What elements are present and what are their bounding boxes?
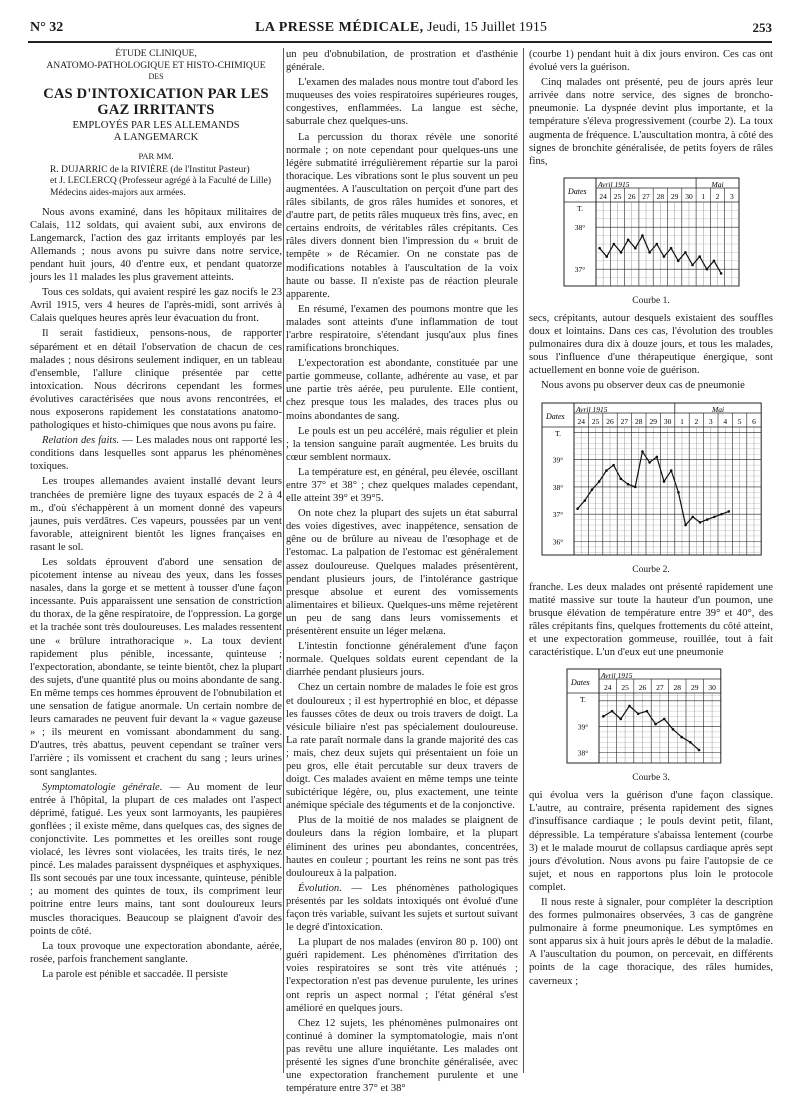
temperature-point bbox=[698, 255, 701, 258]
temperature-point bbox=[620, 477, 623, 480]
day-label: 24 bbox=[599, 191, 607, 201]
article-subtitle: EMPLOYÉS PAR LES ALLEMANDS bbox=[72, 119, 240, 131]
temperature-point bbox=[706, 518, 709, 521]
paragraph: La percussion du thorax révèle une sonorité normale ; on note cependant pour quelques-uns une légère submatité irrégulièrement répartie sur la paroi thoracique. Les vibrations sont le plus souvent un peu augmentées. A l'auscultation on perçoit d'une part des râles sibilants, de gros râles humides et sonores, et d'autre part, de petits râles muqueux très fins, avec, en certains endroits, de véritables râles crépitants. Ces râles divers donnent bien l'impression du « bruit de tempête » de Récamier. On ne constate pas de modifications notables à l'auscultation de la voix haute ou basse. Il n'existe pas de réaction pleurale apparente. bbox=[286, 131, 518, 300]
figure-caption: Courbe 1. bbox=[632, 295, 670, 306]
temperature-label: T. bbox=[580, 695, 586, 705]
temperature-point bbox=[684, 251, 687, 254]
temperature-point bbox=[677, 259, 680, 262]
paragraph: Il nous reste à signaler, pour compléter la description des formes pulmonaires observées, 3 cas de gangrène pulmonaire à forme pneumonique. Les symptômes en sont apparus six à huit jours après le début de la maladie. A l'auscultation du poumon, on percevait, en différents points de la cage thoracique, des râles humides, caverneux ; bbox=[529, 897, 773, 987]
section-title: Symptomatologie générale. bbox=[42, 781, 163, 793]
day-label: 29 bbox=[670, 191, 679, 201]
paragraph: L'examen des malades nous montre tout d'abord les muqueuses des voies respiratoires supérieures rouges, congestives, enflammées. La langue est sèche, saburrale chez quelques-uns. bbox=[286, 77, 518, 128]
temperature-label: 39° bbox=[552, 455, 564, 465]
temperature-point bbox=[670, 469, 673, 472]
month-label: Avril 1915 bbox=[576, 404, 608, 414]
paragraph bbox=[30, 434, 282, 473]
temperature-label: 37° bbox=[552, 509, 564, 519]
day-label: 4 bbox=[723, 416, 728, 426]
author-line: Médecins aides-majors aux armées. bbox=[50, 187, 186, 198]
chart-svg bbox=[565, 665, 737, 769]
temperature-point bbox=[691, 264, 694, 267]
paragraph: La température est, en général, peu élevée, oscillant entre 37° et 38° ; chez quelques malades cependant, elle atteint 39° et 39°5. bbox=[286, 466, 518, 505]
paragraph: La toux provoque une expectoration abondante, aérée, rosée, parfois franchement sanglante. bbox=[30, 940, 282, 965]
temperature-point bbox=[663, 718, 666, 721]
month-label: Avril 1915 bbox=[601, 671, 633, 681]
issue-number: N° 32 bbox=[30, 20, 64, 35]
day-label: 27 bbox=[620, 416, 629, 426]
temperature-point bbox=[620, 251, 623, 254]
temperature-point bbox=[605, 469, 608, 472]
temperature-point bbox=[619, 718, 622, 721]
temperature-point bbox=[654, 723, 657, 726]
temperature-point bbox=[627, 482, 630, 485]
temperature-label: 38° bbox=[574, 223, 586, 233]
temperature-point bbox=[602, 715, 605, 718]
temperature-point bbox=[713, 259, 716, 262]
temperature-point bbox=[672, 728, 675, 731]
day-label: 30 bbox=[663, 416, 672, 426]
temperature-point bbox=[628, 705, 631, 708]
paragraph: La plupart de nos malades (environ 80 p. 100) ont guéri rapidement. Les phénomènes d'irritation des voies respiratoires se sont très vite atténués ; l'expectoration n'est pas devenue purulente, les urines ont repris un aspect normal ; l'état général s'est amélioré en quelques jours. bbox=[286, 937, 518, 1014]
paragraph: qui évolua vers la guérison d'une façon classique. L'autre, au contraire, présenta rapidement des signes d'insuffisance cardiaque ; le pouls devint petit, filant, dépressible. La température s'abaissa lentement (courbe 3) et le malade mourut de collapsus cardiaque après sept jours d'évolution. Nous avons pu faire l'autopsie de ce sujet, et nous en rapportons plus loin le protocole complet. bbox=[529, 790, 773, 893]
paragraph bbox=[286, 882, 518, 934]
temperature-point bbox=[627, 238, 630, 241]
temperature-point bbox=[634, 247, 637, 250]
temperature-point bbox=[728, 510, 731, 513]
temperature-point bbox=[692, 515, 695, 518]
day-label: 24 bbox=[603, 683, 612, 693]
paragraph: Cinq malades ont présenté, peu de jours après leur arrivée dans notre service, des signes de broncho-pneumonie. La dyspnée devint plus importante, et la température s'éleva progressivement (courbe 2). La toux augmenta de fréquence. L'auscultation montra, à côté des signes de bronchite généralisée, de petits foyers de râles fins, bbox=[529, 77, 773, 167]
temperature-point bbox=[699, 521, 702, 524]
temperature-label: 38° bbox=[577, 748, 589, 758]
day-label: 25 bbox=[591, 416, 600, 426]
day-label: 25 bbox=[613, 191, 622, 201]
paragraph: L'intestin fonctionne généralement d'une façon normale. Quelques soldats eurent cependant de la diarrhée pendant plusieurs jours. bbox=[286, 641, 518, 679]
paragraph: On note chez la plupart des sujets un état saburral des voies digestives, avec inappétence, sensation de gêne ou de brûlure au niveau de l'œsophage et de l'estomac. La palpation de l'estomac est généralement assez douloureuse. Quelques malades présentèrent, pendant plusieurs jours, de l'intolérance gastrique presque absolue et eurent des vomissements alimentaires et bilieux. Quelques-uns même rejetèrent un peu de sang dans leurs vomissements et présentèrent ensuite un léger melæna. bbox=[286, 508, 518, 638]
temperature-point bbox=[613, 243, 616, 246]
day-label: 26 bbox=[628, 191, 636, 201]
kicker-line: ANATOMO-PATHOLOGIQUE ET HISTO-CHIMIQUE bbox=[46, 59, 266, 71]
paragraph: Les soldats éprouvent d'abord une sensation de picotement intense au niveau des yeux, dans les fosses nasales, dans la gorge et se mettent à tousser d'une façon incessante. Puis apparaissent une sensation de constriction du thorax, de la gêne respiratoire, de l'oppression. La gorge et la trachée sont très douloureuses. Les malades ressentent une « brûlure intrathoracique ». La toux devient rapidement plus pénible, incessante, quinteuse ; l'expectoration, abondante, se teinte bientôt, chez la plupart des sujets, d'une quantité plus ou moins abondante de sang. En même temps ces hommes éprouvent de l'obnubilation et une sensation de fatigue anormale. Un certain nombre de leurs camarades ne peuvent fuir devant la « vague gazeuse » ; ils meurent en vomissant abondamment du sang. D'autres, très abattus, peuvent cependant se traîner vers l'arrière ; ils vomissent et crachent du sang ; leurs urines sont sanglantes. bbox=[30, 557, 282, 778]
article-title: CAS D'INTOXICATION PAR LES GAZ IRRITANTS bbox=[43, 85, 269, 118]
temperature-point bbox=[605, 255, 608, 258]
temperature-point bbox=[646, 710, 649, 713]
temperature-point bbox=[656, 455, 659, 458]
section-title: Relation des faits. bbox=[42, 435, 120, 447]
paragraph: Tous ces soldats, qui avaient respiré les gaz nocifs le 23 Avril 1915, vers 4 heures de l'après-midi, sont arrivés à Calais quelques heures après leur évacuation du front. bbox=[30, 287, 282, 325]
page-number: 253 bbox=[752, 20, 772, 35]
temperature-point bbox=[591, 488, 594, 491]
paragraph: Nous avons pu observer deux cas de pneumonie bbox=[541, 380, 745, 392]
header-rule bbox=[28, 41, 772, 43]
day-label: 24 bbox=[577, 416, 585, 426]
temperature-point bbox=[677, 491, 680, 494]
temperature-point bbox=[612, 463, 615, 466]
day-label: 29 bbox=[690, 683, 699, 693]
temperature-point bbox=[641, 450, 644, 453]
paragraph: Le pouls est un peu accéléré, mais régulier et plein ; la tension sanguine paraît augmentée. Les bruits du cœur semblent normaux. bbox=[286, 425, 518, 463]
day-label: 3 bbox=[708, 416, 713, 426]
dates-label: Dates bbox=[571, 678, 590, 688]
temperature-point bbox=[663, 480, 666, 483]
temperature-point bbox=[713, 515, 716, 518]
temperature-label: 38° bbox=[552, 482, 564, 492]
paragraph: Chez 12 sujets, les phénomènes pulmonaires ont continué à dominer la symptomatologie, mais n'ont pas revêtu une allure inquiétante. Les malades ont présenté les signes d'une bronchite généralisée, avec une expectoration franchement purulente et une température entre 37° et 38° bbox=[286, 1017, 518, 1095]
day-label: 1 bbox=[701, 191, 706, 201]
paragraph: Il serait fastidieux, pensons-nous, de rapporter séparément et en détail l'observation de chacun de ces malades ; nous désirons seulement indiquer, en un tableau d'ensemble, l'allure clinique présentée par cette intoxication. Nous décrirons cependant les formes évolutives caractérisées que nous avons rencontrées, et nous exposerons rapidement les constatations anatomo-pathologiques et histo-chimiques que nous avons pu faire. bbox=[30, 328, 282, 432]
temperature-point bbox=[655, 243, 658, 246]
article-subtitle: A LANGEMARCK bbox=[113, 132, 199, 144]
paragraph: un peu d'obnubilation, de prostration et d'asthénie générale. bbox=[286, 49, 518, 74]
temperature-point bbox=[670, 247, 673, 250]
paragraph bbox=[30, 781, 282, 938]
column-1 bbox=[30, 48, 282, 1073]
dates-label: Dates bbox=[568, 186, 587, 196]
temperature-point bbox=[698, 749, 701, 752]
journal-title bbox=[30, 20, 772, 36]
day-label: 30 bbox=[708, 683, 716, 693]
temperature-point bbox=[663, 255, 666, 258]
kicker-line: DES bbox=[148, 72, 164, 81]
day-label: 27 bbox=[642, 191, 650, 201]
chart-svg bbox=[540, 399, 762, 561]
paragraph: Chez un certain nombre de malades le foie est gros et douloureux ; il est hypertrophié en bloc, et dépasse les fausses côtes de deux ou trois travers de doigt. La vésicule biliaire n'est pas spécialement douloureuse. La rate paraît normale dans la grande majorité des cas ; mais, chez deux sujets qui présentaient un foie un peu gros, elle était percutable sur deux travers de doigt. Ces malades avaient en même temps une teinte subictérique légère, ou, plus exactement, une teinte anémique spéciale des téguments et de la conjonctive. bbox=[286, 682, 518, 812]
temperature-point bbox=[637, 713, 640, 716]
paragraph: En résumé, l'examen des poumons montre que les malades sont atteints d'une inflammation de tout l'arbre respiratoire, s'étendant jusqu'aux plus fines ramifications bronchiques. bbox=[286, 303, 518, 355]
author-line: R. DUJARRIC de la RIVIÈRE (de l'Institut Pasteur) bbox=[50, 164, 250, 175]
temperature-label: 37° bbox=[574, 265, 586, 275]
day-label: 2 bbox=[694, 416, 699, 426]
column-divider bbox=[523, 48, 524, 1073]
temperature-chart-3 bbox=[529, 665, 773, 785]
temperature-chart-1 bbox=[529, 174, 773, 308]
issue-date: Jeudi, 15 Juillet 1915 bbox=[423, 20, 547, 35]
column-2 bbox=[286, 48, 518, 1095]
day-label: 5 bbox=[737, 416, 742, 426]
temperature-label: 36° bbox=[552, 536, 564, 546]
temperature-point bbox=[720, 512, 723, 515]
temperature-point bbox=[611, 710, 614, 713]
day-label: 6 bbox=[752, 416, 756, 426]
temperature-point bbox=[720, 272, 723, 275]
paragraph-text: — Au moment de leur entrée à l'hôpital, la plupart de ces malades ont l'aspect déprimé, fatigué. Les yeux sont larmoyants, les paupières gonflées ; il existe même, dans quelques cas, des signes de conjonctivite. Les pommettes et les oreilles sont rouge violacé, les lèvres sont violacées, les traits tirés, le nez pincé. Les malades paraissent dyspnéiques et asphyxiques. Ils sont secoués par une toux incessante, quinteuse, pénible ; au moment des quintes de toux, ils compriment leur poitrine entre leurs mains, tant sont douloureux leurs muscles thoraciques. Beaucoup se plaignent d'avoir des points de côté. bbox=[30, 781, 283, 937]
day-label: 2 bbox=[715, 191, 720, 201]
temperature-point bbox=[634, 485, 637, 488]
day-label: 25 bbox=[621, 683, 629, 693]
paragraph-text: — Les malades nous ont rapporté les conditions dans lesquelles sont apparus les phénomènes toxiques. bbox=[30, 435, 282, 473]
journal-name: LA PRESSE MÉDICALE, bbox=[255, 20, 424, 35]
section-title: Évolution. bbox=[298, 882, 342, 894]
day-label: 3 bbox=[729, 191, 734, 201]
paragraph: (courbe 1) pendant huit à dix jours environ. Ces cas ont évolué vers la guérison. bbox=[529, 49, 773, 74]
temperature-point bbox=[648, 251, 651, 254]
temperature-point bbox=[641, 234, 644, 237]
temperature-label: T. bbox=[555, 428, 561, 438]
page-header bbox=[30, 20, 772, 42]
day-label: 28 bbox=[656, 191, 665, 201]
temperature-label: T. bbox=[577, 203, 583, 213]
month-label: Mai bbox=[712, 404, 725, 414]
month-label: Avril 1915 bbox=[598, 179, 630, 189]
paragraph: Les troupes allemandes avaient installé devant leurs tranchées de première ligne des tuyaux espacés de 2 à 4 m., d'où s'échappèrent à un moment donné des vapeurs jaunes, puis verdâtres. Ces vapeurs, poussées par un vent favorable, atteignirent bientôt les lignes françaises en rasant le sol. bbox=[30, 476, 282, 553]
temperature-point bbox=[684, 523, 687, 526]
byline-par: PAR MM. bbox=[138, 150, 174, 161]
figure-caption: Courbe 3. bbox=[632, 773, 670, 784]
temperature-point bbox=[706, 268, 709, 271]
paragraph-text: — Les phénomènes pathologiques présentés par les soldats intoxiqués ont évolué d'une façon très variable, suivant les sujets et surtout suivant le degré d'intoxication. bbox=[286, 882, 518, 934]
author-line: et J. LECLERCQ (Professeur agrégé à la Faculté de Lille) bbox=[50, 176, 272, 187]
temperature-point bbox=[584, 499, 587, 502]
figure-caption: Courbe 2. bbox=[632, 564, 670, 575]
day-label: 28 bbox=[635, 416, 643, 426]
kicker-line: ÉTUDE CLINIQUE, bbox=[115, 48, 197, 59]
month-label: Mai bbox=[711, 179, 724, 189]
day-label: 27 bbox=[656, 683, 664, 693]
day-label: 26 bbox=[606, 416, 614, 426]
paragraph: L'expectoration est abondante, constituée par une partie gommeuse, collante, adhérente au vase, et par une partie très aérée, peu purulente. Elle contient, chez presque tous les malades, des traces plus ou moins abondantes de sang. bbox=[286, 358, 518, 422]
temperature-point bbox=[598, 247, 601, 250]
temperature-label: 39° bbox=[577, 722, 589, 732]
day-label: 26 bbox=[638, 683, 647, 693]
day-label: 30 bbox=[685, 191, 693, 201]
temperature-point bbox=[598, 480, 601, 483]
temperature-point bbox=[576, 507, 579, 510]
temperature-chart-2 bbox=[529, 399, 773, 577]
day-label: 29 bbox=[649, 416, 657, 426]
temperature-point bbox=[680, 736, 683, 739]
paragraph: franche. Les deux malades ont présenté rapidement une matité massive sur toute la hauteur d'un poumon, une brusque élévation de température entre 39° et 40°, des râles crépitants fins, quelques frottements du côté atteint, et une expectoration gommeuse, rouillée, tout à fait caractéristique. L'un d'eux eut une pneumonie bbox=[529, 581, 773, 659]
column-3 bbox=[529, 48, 773, 1073]
column-divider bbox=[283, 48, 284, 1073]
article-heading bbox=[30, 48, 282, 200]
temperature-point bbox=[648, 461, 651, 464]
paragraph: Nous avons examiné, dans les hôpitaux militaires de Calais, 112 soldats, qui avaient subi, aux environs de Langemarck, l'action des gaz irritants employés par les Allemands ; nous avons pu suivre dans notre service, pendant huit jours, 40 d'entre eux, et pendant quatorze jours les 11 malades les plus gravement atteints. bbox=[30, 206, 282, 284]
dates-label: Dates bbox=[546, 411, 565, 421]
chart-frame bbox=[564, 178, 739, 286]
day-label: 1 bbox=[680, 416, 684, 426]
paragraph: secs, crépitants, autour desquels existaient des souffles doux et lointains. Dans ces cas, l'évolution des troubles pulmonaires dura dix à douze jours, et tous les malades, sous l'influence d'une thérapeutique énergique, sont actuellement en bonne voie de guérison. bbox=[529, 312, 773, 377]
day-label: 28 bbox=[673, 683, 682, 693]
paragraph: La parole est pénible et saccadée. Il persiste bbox=[42, 968, 228, 980]
chart-svg bbox=[562, 174, 740, 292]
temperature-point bbox=[689, 741, 692, 744]
paragraph: Plus de la moitié de nos malades se plaignent de douleurs dans la région lombaire, et la plupart éliminent des urines peu abondantes, concentrées, hautes en couleur ; pourtant les reins ne sont pas très douloureux à la palpation. bbox=[286, 815, 518, 879]
